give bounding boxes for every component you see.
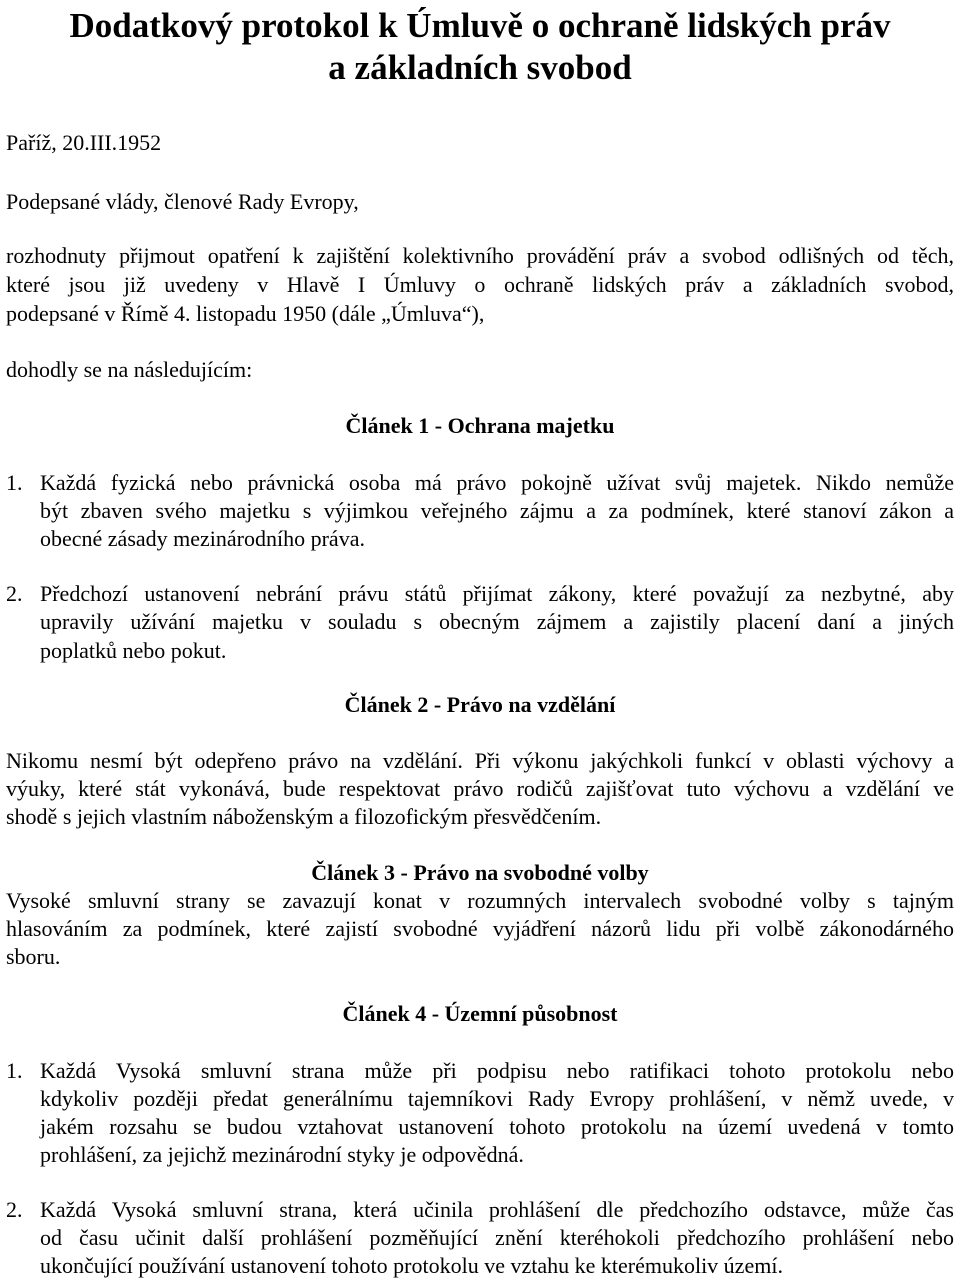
preamble-line: podepsané v Římě 4. listopadu 1950 (dále „Úmluva“), — [6, 301, 485, 326]
paragraph-line: Předchozí ustanovení nebrání právu států přijímat zákony, které považují za nezbytné, aby — [40, 581, 954, 606]
paragraph-line: Vysoké smluvní strany se zavazují konat v rozumných intervalech svobodné volby s tajným — [6, 888, 954, 913]
paragraph-line: ukončující používání ustanovení tohoto protokolu ve vztahu ke kterémukoliv území. — [40, 1253, 783, 1278]
article-1-heading: Článek 1 - Ochrana majetku — [345, 413, 615, 438]
paragraph-line: poplatků nebo pokut. — [40, 638, 227, 663]
article-4-heading: Článek 4 - Územní působnost — [342, 1001, 618, 1026]
article-3-heading: Článek 3 - Právo na svobodné volby — [311, 860, 649, 885]
paragraph-line: obecné zásady mezinárodního práva. — [40, 526, 365, 551]
document-title-line-1: Dodatkový protokol k Úmluvě o ochraně lidských práv — [69, 6, 891, 45]
paragraph-line: prohlášení, za jejichž mezinárodní styky je odpovědná. — [40, 1142, 524, 1167]
paragraph-line: od času učinit další prohlášení pozměňující znění kteréhokoli předchozího prohlášení nebo — [40, 1225, 954, 1250]
paragraph-line: Nikomu nesmí být odepřeno právo na vzdělání. Při výkonu jakýchkoli funkcí v oblasti výchovy a — [6, 748, 954, 773]
paragraph-line: Každá fyzická nebo právnická osoba má právo pokojně užívat svůj majetek. Nikdo nemůže — [40, 470, 954, 495]
preamble-line: které jsou již uvedeny v Hlavě I Úmluvy o ochraně lidských práv a základních svobod, — [6, 272, 954, 297]
document-title-line-2: a základních svobod — [328, 48, 632, 87]
preamble-agreed: dohodly se na následujícím: — [6, 357, 253, 382]
paragraph-line: kdykoliv později předat generálnímu tajemníkovi Rady Evropy prohlášení, v němž uvede, v — [40, 1086, 954, 1111]
paragraph-line: upravily užívání majetku v souladu s obecným zájmem a zajistily placení daní a jiných — [40, 609, 954, 634]
paragraph-line: být zbaven svého majetku s výjimkou veřejného zájmu a za podmínek, které stanoví zákon a — [40, 498, 954, 523]
preamble-signatories: Podepsané vlády, členové Rady Evropy, — [6, 189, 359, 214]
paragraph-line: Každá Vysoká smluvní strana, která učinila prohlášení dle předchozího odstavce, může čas — [40, 1197, 954, 1222]
paragraph-line: výuky, které stát vykonává, bude respektovat právo rodičů zajišťovat tuto výchovu a vzdělání ve — [6, 776, 954, 801]
paragraph-number: 2. — [6, 1197, 23, 1222]
preamble-line: rozhodnuty přijmout opatření k zajištění kolektivního provádění práv a svobod odlišných od těch, — [6, 243, 954, 268]
place-date: Paříž, 20.III.1952 — [6, 130, 162, 155]
article-2-heading: Článek 2 - Právo na vzdělání — [344, 692, 616, 717]
paragraph-line: Každá Vysoká smluvní strana může při podpisu nebo ratifikaci tohoto protokolu nebo — [40, 1058, 954, 1083]
paragraph-line: shodě s jejich vlastním náboženským a filozofickým přesvědčením. — [6, 804, 602, 829]
paragraph-line: jakém rozsahu se budou vztahovat ustanovení tohoto protokolu na území uvedená v tomto — [40, 1114, 954, 1139]
paragraph-line: sboru. — [6, 944, 61, 969]
paragraph-line: hlasováním za podmínek, které zajistí svobodné vyjádření názorů lidu při volbě zákonodárného — [6, 916, 954, 941]
paragraph-number: 1. — [6, 1058, 23, 1083]
paragraph-number: 1. — [6, 470, 23, 495]
paragraph-number: 2. — [6, 581, 23, 606]
